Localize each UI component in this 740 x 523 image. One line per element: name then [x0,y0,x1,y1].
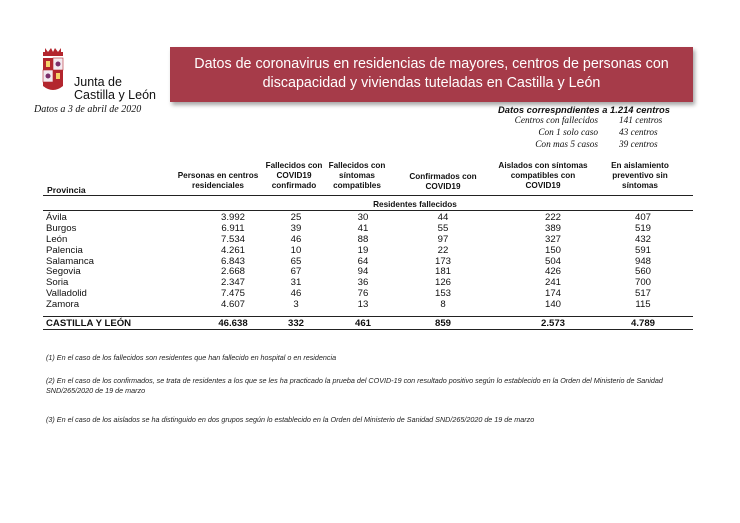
cell-fallecidos-sintomas: 76 [357,288,369,300]
cell-confirmados: 44 [437,212,449,223]
cell-confirmados: 55 [437,222,449,234]
cell-confirmados: 173 [434,255,451,267]
header-line: Fallecidos con [265,161,323,170]
cell-aislados: 389 [544,222,561,234]
cell-provincia: León [46,233,68,245]
cell-provincia: Valladolid [46,288,87,300]
footnote-2: (2) En el caso de los confirmados, se trata de residentes a los que se les ha practicado la prueba del COVID-19 con resultado positivo según lo establecido en la Orden del Ministerio de Sanidad SND/265/2020 de 19 de marzo [46,376,663,395]
header-line: Personas en centros [177,171,259,180]
summary-row [484,139,684,151]
cell-aislados: 241 [544,277,561,289]
cell-fallecidos-covid: 31 [290,277,302,289]
cell-preventivo: 700 [634,277,651,289]
title-line1: Datos de coronavirus en residencias de mayores, centros de personas con [194,56,669,72]
cell-provincia: Soria [46,277,69,289]
cell-personas: 4.261 [220,244,245,256]
cell-fallecidos-sintomas: 64 [357,255,369,267]
subheader-divider [43,210,693,211]
cell-total-fallecidos-sintomas: 461 [354,318,371,329]
cell-preventivo: 407 [634,212,651,223]
summary-label: Con 1 solo caso [538,128,598,138]
cell-confirmados: 153 [434,288,451,300]
cell-total-label: CASTILLA Y LEÓN [46,318,132,329]
cell-total-preventivo: 4.789 [630,318,655,329]
cell-confirmados: 181 [434,266,451,278]
org-name-line2: Castilla y León [74,88,156,102]
cell-provincia: Burgos [46,222,77,234]
cell-fallecidos-covid: 3 [293,299,299,311]
cell-personas: 7.475 [220,288,245,300]
total-divider [43,316,693,317]
cell-provincia: Salamanca [46,255,94,267]
cell-preventivo: 517 [634,288,651,300]
table-row [43,299,693,310]
summary-title: Datos correspndientes a 1.214 centros [498,104,670,115]
table-row [43,223,693,234]
header-provincia: Provincia [47,185,86,195]
cell-provincia: Palencia [46,244,83,256]
cell-personas: 6.911 [221,222,245,234]
table-row [43,266,693,277]
table-row [43,212,693,223]
header-line: COVID19 [525,181,561,190]
cell-fallecidos-sintomas: 30 [357,212,369,223]
table-row [43,256,693,267]
cell-aislados: 504 [544,255,561,267]
summary-value: 39 centros [619,140,658,150]
cell-personas: 7.534 [220,233,245,245]
cell-fallecidos-covid: 46 [290,233,302,245]
cell-fallecidos-covid: 10 [290,244,302,256]
report-date: Datos a 3 de abril de 2020 [34,104,142,115]
cell-personas: 3.992 [220,212,245,223]
header-line: confirmado [271,181,317,190]
header-line: preventivo sin [612,171,668,180]
table-row [43,245,693,256]
cell-personas: 2.347 [220,277,245,289]
cell-personas: 6.843 [220,255,245,267]
cell-fallecidos-sintomas: 94 [357,266,369,278]
cell-total-confirmados: 859 [434,318,451,329]
cell-confirmados: 22 [437,244,449,256]
header-line: Confirmados con [409,172,477,181]
header-fallecidos-covid [258,161,330,191]
header-line: En aislamiento [611,161,669,170]
footnote-1: (1) En el caso de los fallecidos son residentes que han fallecido en hospital o en residencia [46,353,337,362]
table-row [43,234,693,245]
junta-logo [34,46,164,102]
header-line: síntomas [622,181,658,190]
cell-aislados: 222 [544,212,561,223]
org-name [74,76,156,102]
total-table [43,318,693,329]
cell-aislados: 150 [544,244,561,256]
cell-preventivo: 948 [634,255,651,267]
header-line: compatibles [333,181,381,190]
cell-fallecidos-sintomas: 13 [357,299,369,311]
cell-fallecidos-covid: 67 [290,266,302,278]
cell-fallecidos-sintomas: 41 [357,222,369,234]
cell-provincia: Zamora [46,299,80,311]
cell-fallecidos-sintomas: 19 [357,244,369,256]
cell-confirmados: 126 [434,277,451,289]
table-row [43,288,693,299]
header-line: Aislados con síntomas [498,161,588,170]
cell-total-personas: 46.638 [218,318,248,329]
cell-fallecidos-covid: 25 [290,212,302,223]
cell-fallecidos-covid: 46 [290,288,302,300]
cell-preventivo: 432 [634,233,651,245]
header-line: residenciales [192,181,244,190]
centers-summary [484,104,684,151]
header-line: COVID19 [276,171,312,180]
header-personas [168,171,268,191]
total-row [43,318,693,329]
summary-value: 43 centros [619,128,658,138]
cell-preventivo: 591 [634,244,651,256]
table-row [43,277,693,288]
cell-fallecidos-sintomas: 88 [357,233,369,245]
cell-aislados: 140 [544,299,561,311]
cell-provincia: Segovia [46,266,81,278]
header-confirmados [398,172,488,192]
cell-fallecidos-covid: 65 [290,255,302,267]
cell-personas: 4.607 [220,299,245,311]
header-divider [43,195,693,196]
cell-fallecidos-sintomas: 36 [357,277,369,289]
title-line2: discapacidad y viviendas tuteladas en Castilla y León [262,75,601,91]
header-line: compatibles con [510,171,576,180]
cell-personas: 2.668 [220,266,245,278]
cell-preventivo: 115 [635,299,651,311]
cell-preventivo: 519 [634,222,651,234]
data-table [43,212,693,310]
cell-aislados: 327 [544,233,561,245]
header-line: síntomas [339,171,375,180]
title-banner [170,47,693,102]
summary-label: Centros con fallecidos [514,116,598,126]
cell-confirmados: 8 [440,299,446,311]
summary-row [484,127,684,139]
cell-aislados: 174 [544,288,561,300]
cell-aislados: 426 [544,266,561,278]
cell-provincia: Ávila [46,212,67,223]
summary-value: 141 centros [619,116,663,126]
cell-total-fallecidos-covid: 332 [287,318,304,329]
org-name-line1: Junta de [74,75,122,89]
header-line: COVID19 [425,182,461,191]
header-preventivo [600,161,680,191]
cell-fallecidos-covid: 39 [290,222,302,234]
summary-label: Con mas 5 casos [535,140,598,150]
summary-row [484,115,684,127]
cell-confirmados: 97 [437,233,449,245]
coat-of-arms-icon [39,46,67,94]
total-bottom-divider [43,329,693,330]
header-line: Fallecidos con [328,161,386,170]
header-aislados [488,161,598,191]
cell-preventivo: 560 [634,266,651,278]
cell-total-aislados: 2.573 [540,318,565,329]
subheader-residentes: Residentes fallecidos [373,200,457,209]
header-fallecidos-sintomas [322,161,392,191]
footnote-3: (3) En el caso de los aislados se ha distinguido en dos grupos según lo establecido en la Orden del Ministerio de Sanidad SND/265/2020 de 19 de marzo [46,415,535,424]
